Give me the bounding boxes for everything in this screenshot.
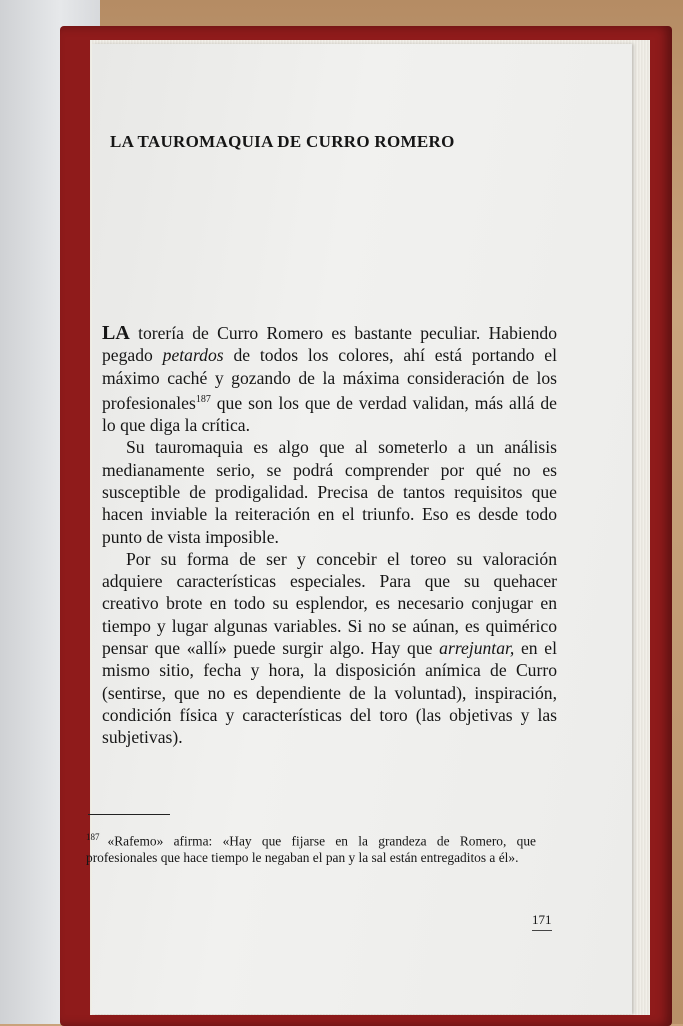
paragraph-3 <box>102 548 557 749</box>
footnote-reference: 187 <box>195 393 211 405</box>
drop-cap: LA <box>102 322 130 344</box>
paragraph-1-italic: petardos <box>162 345 224 366</box>
chapter-title: LA TAUROMAQUIA DE CURRO ROMERO <box>110 132 455 151</box>
paragraph-3-text-b: en el mismo sitio, fecha y hora, la disposición anímica de Curro (sentirse, que no es dependiente de la voluntad), inspiración, condición física y características del toro (las objetivas y las subjetivas). <box>102 638 557 748</box>
footnote-number: 187 <box>86 832 100 842</box>
paragraph-2: Su tauromaquia es algo que al someterlo a un análisis medianamente serio, se podrá comprender por qué no es susceptible de prodigalidad. Precisa de tantos requisitos que hacen inviable la reiteración en el triunfo. Eso es desde todo punto de vista imposible. <box>102 437 557 547</box>
paragraph-1-text-b: de todos los colores, ahí está portando el máximo caché y gozando de la máxima consideración de los profesionales <box>102 345 557 413</box>
body-text <box>102 322 557 749</box>
footnote <box>86 829 536 866</box>
paragraph-1-text-c: que son los que de verdad validan, más allá de lo que diga la crítica. <box>102 392 557 436</box>
paragraph-1 <box>102 322 557 436</box>
paragraph-3-text-a: Por su forma de ser y concebir el toreo su valoración adquiere características especiales. Para que su quehacer creativo brote en todo su esplendor, es necesario conjugar en tiempo y lugar algunas variables. Si no se aúnan, es quimérico pensar que «allí» puede surgir algo. Hay que <box>102 548 557 659</box>
paragraph-1-text-a: torería de Curro Romero es bastante peculiar. Habiendo pegado <box>102 323 557 366</box>
book-page <box>86 44 632 1014</box>
footnote-rule <box>88 814 170 815</box>
page-number: 171 <box>532 912 552 931</box>
paragraph-3-italic: arrejuntar, <box>439 638 515 659</box>
footnote-text: «Rafemo» afirma: «Hay que fijarse en la grandeza de Romero, que profesionales que hace tiempo le negaban el pan y la sal están entregaditos a él». <box>86 833 536 866</box>
